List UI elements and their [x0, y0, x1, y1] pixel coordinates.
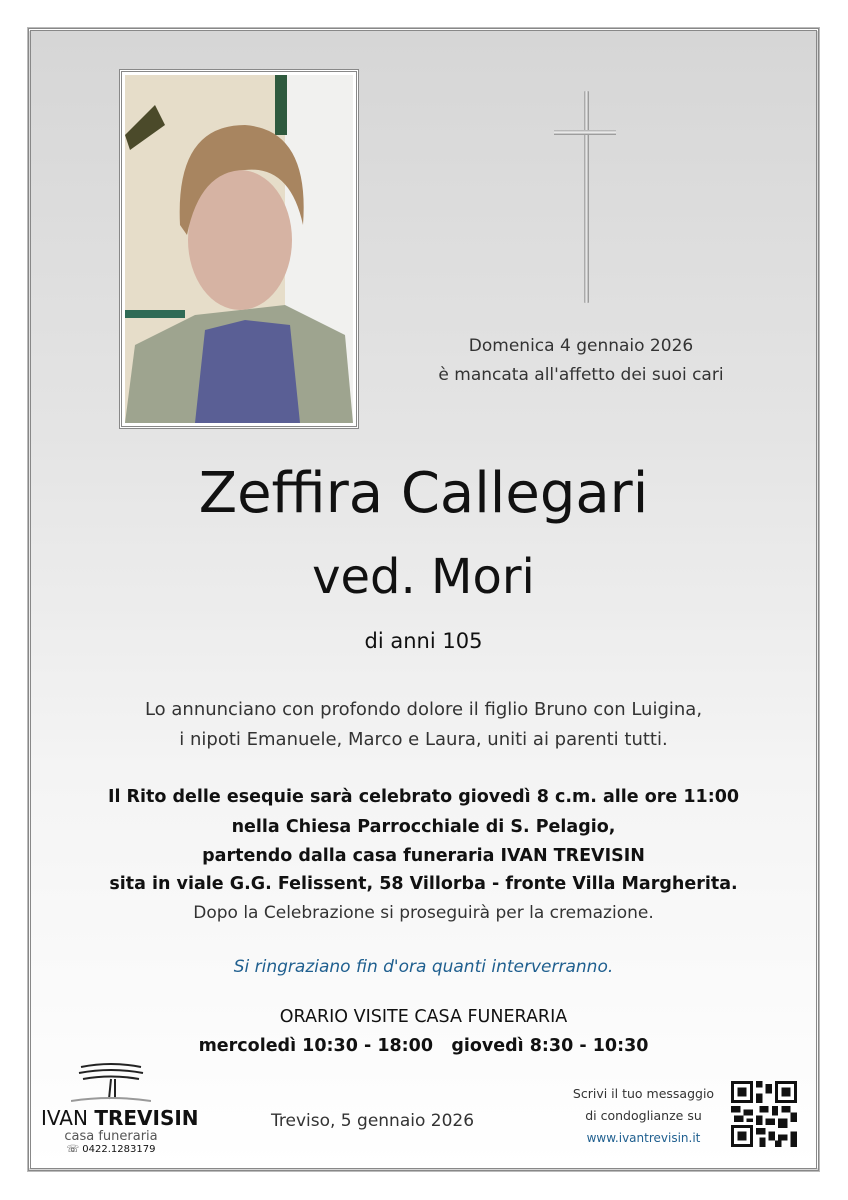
qr-code-icon[interactable]	[731, 1081, 797, 1147]
ceremony-line: nella Chiesa Parrocchiale di S. Pelagio,	[231, 817, 616, 837]
website-link[interactable]: www.ivantrevisin.it	[586, 1131, 701, 1145]
cross-icon-bar	[554, 130, 616, 135]
deceased-name: Zeffira Callegari	[198, 461, 649, 526]
phone-number: 0422.1283179	[82, 1144, 156, 1155]
funeral-home-logo	[41, 1061, 199, 1155]
ceremony-line: sita in viale G.G. Felissent, 58 Villorba - fronte Villa Margherita.	[109, 874, 738, 894]
ceremony-line: partendo dalla casa funeraria IVAN TREVISIN	[202, 846, 645, 866]
visits-title: ORARIO VISITE CASA FUNERARIA	[279, 1007, 568, 1027]
married-name: ved. Mori	[312, 549, 535, 605]
obituary-notice	[28, 28, 819, 1171]
after-ceremony: Dopo la Celebrazione si proseguirà per la cremazione.	[193, 903, 654, 923]
visits-hours: mercoledì 10:30 - 18:00 giovedì 8:30 - 10:30	[198, 1036, 649, 1056]
message-prompt-2: di condoglianze su	[585, 1108, 702, 1123]
phone-icon: ☏	[66, 1144, 80, 1155]
logo-second: TREVISIN	[94, 1106, 199, 1130]
cross-icon	[584, 91, 589, 303]
logo-subtitle: casa funeraria	[64, 1129, 158, 1144]
ceremony-line: Il Rito delle esequie sarà celebrato giovedì 8 c.m. alle ore 11:00	[107, 787, 740, 807]
tree-logo-icon	[71, 1061, 151, 1103]
age-line: di anni 105	[364, 629, 483, 653]
family-line: i nipoti Emanuele, Marco e Laura, uniti ai parenti tutti.	[179, 729, 668, 750]
place-date: Treviso, 5 gennaio 2026	[271, 1111, 475, 1131]
passing-line: è mancata all'affetto dei suoi cari	[438, 365, 724, 385]
family-line: Lo annunciano con profondo dolore il figlio Bruno con Luigina,	[144, 699, 703, 720]
date-line: Domenica 4 gennaio 2026	[468, 336, 694, 356]
message-prompt: Scrivi il tuo messaggio	[572, 1086, 715, 1101]
portrait-photo	[119, 69, 359, 429]
thanks-line: Si ringraziano fin d'ora quanti interverranno.	[233, 957, 614, 977]
logo-first: IVAN	[41, 1106, 88, 1130]
